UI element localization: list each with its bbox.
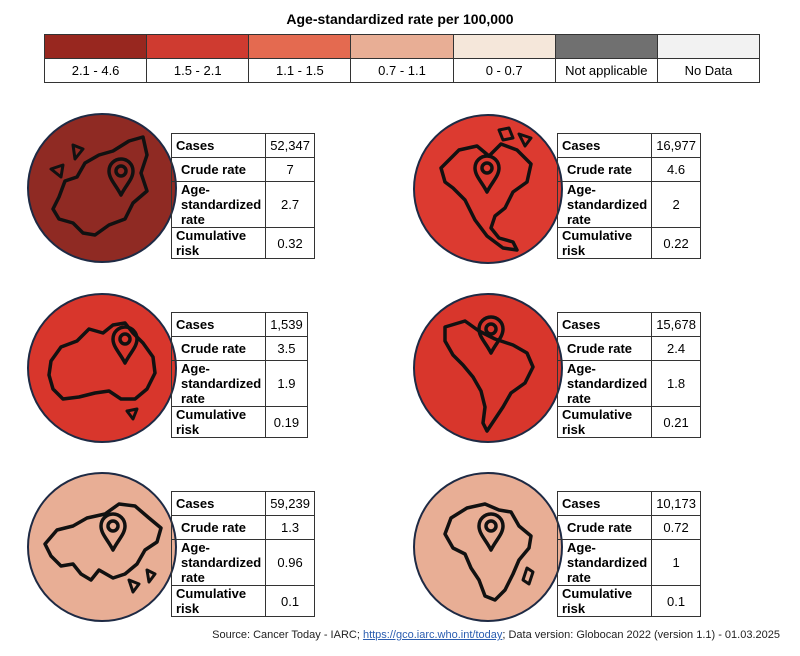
north-america-map-icon bbox=[413, 114, 563, 264]
stat-value: 2.4 bbox=[652, 337, 701, 361]
stat-label: Cumulative risk bbox=[558, 228, 652, 259]
stat-label: Cases bbox=[558, 492, 652, 516]
stats-row bbox=[558, 228, 701, 259]
stat-label: Cases bbox=[558, 134, 652, 158]
stats-row bbox=[558, 182, 701, 228]
legend-swatch bbox=[147, 35, 249, 59]
stat-value: 0.72 bbox=[652, 516, 701, 540]
source-link[interactable]: https://gco.iarc.who.int/today bbox=[362, 629, 503, 641]
stat-label: Cumulative risk bbox=[558, 586, 652, 617]
stat-value: 52,347 bbox=[266, 134, 315, 158]
legend-swatch bbox=[555, 35, 657, 59]
stat-value: 1.3 bbox=[266, 516, 315, 540]
source-note bbox=[212, 629, 780, 641]
asia-map-icon bbox=[27, 472, 177, 622]
stat-value: 0.19 bbox=[266, 407, 308, 438]
africa-map-icon bbox=[413, 472, 563, 622]
stat-value: 0.96 bbox=[266, 540, 315, 586]
stat-label: Age-standardized rate bbox=[172, 361, 266, 407]
legend-label: 0.7 - 1.1 bbox=[351, 59, 453, 83]
stat-label: Cumulative risk bbox=[558, 407, 652, 438]
stat-label: Crude rate bbox=[172, 158, 266, 182]
stats-row bbox=[558, 586, 701, 617]
stats-table-latin-america bbox=[557, 312, 701, 438]
stat-label: Cases bbox=[558, 313, 652, 337]
stat-label: Cases bbox=[172, 313, 266, 337]
stats-row bbox=[558, 492, 701, 516]
stats-table-africa bbox=[557, 491, 701, 617]
stats-row bbox=[172, 540, 315, 586]
stats-row bbox=[172, 134, 315, 158]
stats-row bbox=[558, 337, 701, 361]
stat-label: Crude rate bbox=[558, 158, 652, 182]
source-suffix: ; Data version: Globocan 2022 (version 1.1) - 01.03.2025 bbox=[502, 629, 780, 641]
legend-label: No Data bbox=[657, 59, 759, 83]
stat-value: 1 bbox=[652, 540, 701, 586]
stat-label: Age-standardized rate bbox=[558, 182, 652, 228]
stats-table-oceania bbox=[171, 312, 308, 438]
stat-value: 4.6 bbox=[652, 158, 701, 182]
stats-row bbox=[558, 361, 701, 407]
europe-map-icon bbox=[27, 113, 177, 263]
stat-label: Cumulative risk bbox=[172, 586, 266, 617]
stats-row bbox=[172, 228, 315, 259]
stat-value: 59,239 bbox=[266, 492, 315, 516]
legend-label: 1.5 - 2.1 bbox=[147, 59, 249, 83]
stat-label: Crude rate bbox=[172, 337, 266, 361]
legend-swatch bbox=[657, 35, 759, 59]
stat-value: 10,173 bbox=[652, 492, 701, 516]
stat-value: 0.22 bbox=[652, 228, 701, 259]
stats-row bbox=[172, 182, 315, 228]
legend-label: 0 - 0.7 bbox=[453, 59, 555, 83]
legend-label: 1.1 - 1.5 bbox=[249, 59, 351, 83]
stats-table-asia bbox=[171, 491, 315, 617]
stats-row bbox=[558, 540, 701, 586]
stats-row bbox=[172, 313, 308, 337]
stats-row bbox=[558, 407, 701, 438]
stat-value: 2.7 bbox=[266, 182, 315, 228]
legend-swatch bbox=[45, 35, 147, 59]
stat-value: 0.1 bbox=[652, 586, 701, 617]
stats-table-europe bbox=[171, 133, 315, 259]
stats-row bbox=[172, 158, 315, 182]
legend-swatch bbox=[249, 35, 351, 59]
stat-label: Cases bbox=[172, 492, 266, 516]
stat-value: 16,977 bbox=[652, 134, 701, 158]
legend-title: Age-standardized rate per 100,000 bbox=[286, 11, 514, 27]
stat-label: Age-standardized rate bbox=[558, 540, 652, 586]
stat-value: 1.9 bbox=[266, 361, 308, 407]
oceania-map-icon bbox=[27, 293, 177, 443]
stats-row bbox=[172, 337, 308, 361]
stat-value: 7 bbox=[266, 158, 315, 182]
stats-row bbox=[172, 361, 308, 407]
stat-value: 15,678 bbox=[652, 313, 701, 337]
stats-row bbox=[558, 158, 701, 182]
stat-value: 3.5 bbox=[266, 337, 308, 361]
stats-row bbox=[558, 313, 701, 337]
stat-label: Cumulative risk bbox=[172, 228, 266, 259]
stat-label: Age-standardized rate bbox=[172, 540, 266, 586]
stats-row bbox=[172, 516, 315, 540]
stat-label: Cumulative risk bbox=[172, 407, 266, 438]
stat-value: 1,539 bbox=[266, 313, 308, 337]
stat-label: Crude rate bbox=[558, 337, 652, 361]
stats-table-north-america bbox=[557, 133, 701, 259]
stat-value: 0.21 bbox=[652, 407, 701, 438]
latin-america-map-icon bbox=[413, 293, 563, 443]
stat-label: Cases bbox=[172, 134, 266, 158]
stats-row bbox=[172, 586, 315, 617]
stats-row bbox=[172, 492, 315, 516]
stat-label: Crude rate bbox=[558, 516, 652, 540]
legend-swatch bbox=[453, 35, 555, 59]
stat-label: Crude rate bbox=[172, 516, 266, 540]
stats-row bbox=[558, 134, 701, 158]
legend-label: 2.1 - 4.6 bbox=[45, 59, 147, 83]
stat-value: 1.8 bbox=[652, 361, 701, 407]
source-prefix: Source: Cancer Today - IARC; bbox=[212, 629, 363, 641]
stat-value: 2 bbox=[652, 182, 701, 228]
legend-swatch bbox=[351, 35, 453, 59]
stat-label: Age-standardized rate bbox=[558, 361, 652, 407]
stat-label: Age-standardized rate bbox=[172, 182, 266, 228]
stat-value: 0.32 bbox=[266, 228, 315, 259]
legend-label: Not applicable bbox=[555, 59, 657, 83]
stats-row bbox=[558, 516, 701, 540]
color-legend bbox=[44, 34, 760, 83]
stat-value: 0.1 bbox=[266, 586, 315, 617]
stats-row bbox=[172, 407, 308, 438]
